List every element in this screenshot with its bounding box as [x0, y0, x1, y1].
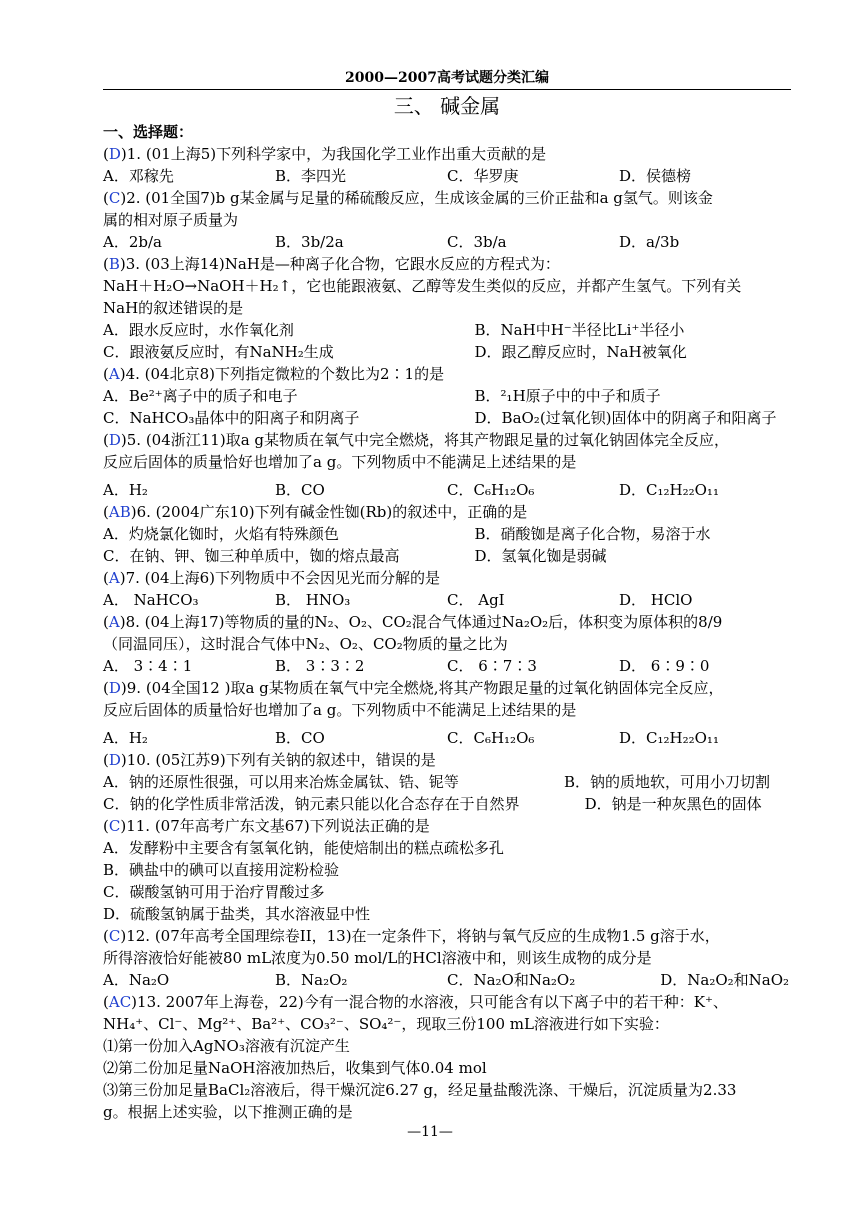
- option: B．李四光: [275, 167, 347, 185]
- option: D．C₁₂H₂₂O₁₁: [619, 481, 719, 499]
- option: C．跟液氨反应时，有NaNH₂生成: [103, 343, 334, 361]
- question-5: (D)5. (04浙江11)取a g某物质在氧气中完全燃烧，将其产物跟足量的过氧化钠固体完全反应，: [103, 431, 730, 449]
- option: B．CO: [275, 729, 325, 747]
- option: D．a/3b: [619, 233, 680, 251]
- question-9: (D)9. (04全国12 )取a g某物质在氧气中完全燃烧,将其产物跟足量的过氧化钠固体完全反应，: [103, 679, 724, 697]
- answer-13: AC: [108, 993, 132, 1011]
- option: B． HNO₃: [275, 591, 351, 609]
- option: A． 3∶4∶1: [103, 657, 193, 675]
- answer-10: D: [108, 751, 121, 769]
- option: A．2b/a: [103, 233, 162, 251]
- option: D． 6∶9∶0: [619, 657, 710, 675]
- option: A． NaHCO₃: [103, 591, 199, 609]
- question-8: (A)8. (04上海17)等物质的量的N₂、O₂、CO₂混合气体通过Na₂O₂后，体积变为原体积的8/9: [103, 613, 723, 631]
- question-3-cont: NaH的叙述错误的是: [103, 299, 244, 317]
- section-heading: 一、选择题：: [103, 123, 194, 141]
- option: D． HClO: [619, 591, 693, 609]
- question-12-cont: 所得溶液恰好能被80 mL浓度为0.50 mol/L的HCl溶液中和，则该生成物的成分是: [103, 949, 652, 967]
- option: A．钠的还原性很强，可以用来冶炼金属钛、锆、铌等: [103, 773, 459, 791]
- option: D．跟乙醇反应时，NaH被氧化: [474, 343, 687, 361]
- options-9: [103, 727, 791, 749]
- options-2: [103, 231, 791, 253]
- options-10a: [103, 771, 791, 793]
- option: B． 3∶3∶2: [275, 657, 365, 675]
- experiment-step-2: ⑵第二份加足量NaOH溶液加热后，收集到气体0.04 mol: [103, 1059, 487, 1077]
- question-11: (C)11. (07年高考广东文基67)下列说法正确的是: [103, 817, 430, 835]
- question-6: (AB)6. (2004广东10)下列有碱金性铷(Rb)的叙述中，正确的是: [103, 503, 528, 521]
- options-6a: [103, 523, 791, 545]
- answer-1: D: [108, 145, 121, 163]
- options-3b: [103, 341, 791, 363]
- question-13-cont: g。根据上述实验，以下推测正确的是: [103, 1103, 353, 1121]
- option: B．NaH中H⁻半径比Li⁺半径小: [474, 321, 685, 339]
- answer-3: B: [108, 255, 120, 273]
- question-10: (D)10. (05江苏9)下列有关钠的叙述中，错误的是: [103, 751, 436, 769]
- option: B．3b/2a: [275, 233, 344, 251]
- options-12: [103, 969, 791, 991]
- option: D．BaO₂(过氧化钡)固体中的阴离子和阳离子: [474, 409, 777, 427]
- options-1: [103, 165, 791, 187]
- options-5: [103, 479, 791, 501]
- option: A．邓稼先: [103, 167, 174, 185]
- question-12: (C)12. (07年高考全国理综卷II，13)在一定条件下，将钠与氧气反应的生成物1.5 g溶于水，: [103, 927, 720, 945]
- question-13-cont: NH₄⁺、Cl⁻、Mg²⁺、Ba²⁺、CO₃²⁻、SO₄²⁻，现取三份100 mL溶液进行如下实验：: [103, 1015, 669, 1033]
- answer-7: A: [108, 569, 120, 587]
- experiment-step-1: ⑴第一份加入AgNO₃溶液有沉淀产生: [103, 1037, 350, 1055]
- options-6b: [103, 545, 791, 567]
- option: A．H₂: [103, 729, 148, 747]
- answer-4: A: [108, 365, 120, 383]
- option: C．C₆H₁₂O₆: [447, 481, 535, 499]
- answer-11: C: [108, 817, 121, 835]
- question-9-cont: 反应后固体的质量恰好也增加了a g。下列物质中不能满足上述结果的是: [103, 701, 577, 719]
- answer-9: D: [108, 679, 121, 697]
- question-4: (A)4. (04北京8)下列指定微粒的个数比为2∶1的是: [103, 365, 445, 383]
- answer-12: C: [108, 927, 121, 945]
- option: B．钠的质地软，可用小刀切割: [563, 773, 770, 791]
- option: A．H₂: [103, 481, 148, 499]
- question-3-cont: NaH＋H₂O→NaOH＋H₂↑，它也能跟液氨、乙醇等发生类似的反应，并都产生氢气。下列有关: [103, 277, 742, 295]
- option: D．C₁₂H₂₂O₁₁: [619, 729, 719, 747]
- page-number: —11—: [407, 1124, 453, 1140]
- experiment-step-3: ⑶第三份加足量BaCl₂溶液后，得干燥沉淀6.27 g，经足量盐酸洗涤、干燥后，沉淀质量为2.33: [103, 1081, 737, 1099]
- options-4b: [103, 407, 791, 429]
- option: C．C₆H₁₂O₆: [447, 729, 535, 747]
- option: B．CO: [275, 481, 325, 499]
- question-8-cont: （同温同压），这时混合气体中N₂、O₂、CO₂物质的量之比为: [103, 635, 508, 653]
- option: B．Na₂O₂: [275, 971, 348, 989]
- option: D．氢氧化铷是弱碱: [474, 547, 607, 565]
- answer-6: AB: [108, 503, 131, 521]
- option: D．侯德榜: [619, 167, 692, 185]
- answer-2: C: [108, 189, 121, 207]
- option: C． AgI: [447, 591, 505, 609]
- question-5-cont: 反应后固体的质量恰好也增加了a g。下列物质中不能满足上述结果的是: [103, 453, 577, 471]
- options-7: [103, 589, 791, 611]
- options-4a: [103, 385, 791, 407]
- option: A．Na₂O: [103, 971, 170, 989]
- option: B．碘盐中的碘可以直接用淀粉检验: [103, 861, 340, 879]
- option: A．跟水反应时，水作氧化剂: [103, 321, 294, 339]
- option: D．Na₂O₂和NaO₂: [660, 971, 790, 989]
- option: C．3b/a: [447, 233, 507, 251]
- option: C．碳酸氢钠可用于治疗胃酸过多: [103, 883, 325, 901]
- running-header: 2000—2007高考试题分类汇编: [345, 70, 549, 86]
- option: C．华罗庚: [447, 167, 519, 185]
- answer-5: D: [108, 431, 121, 449]
- option: C． 6∶7∶3: [447, 657, 537, 675]
- question-1: (D)1. (01上海5)下列科学家中，为我国化学工业作出重大贡献的是: [103, 145, 547, 163]
- question-7: (A)7. (04上海6)下列物质中不会因见光而分解的是: [103, 569, 440, 587]
- option: D．钠是一种灰黑色的固体: [584, 795, 762, 813]
- question-2-cont: 属的相对原子质量为: [103, 211, 239, 229]
- option: A．发酵粉中主要含有氢氧化钠，能使焙制出的糕点疏松多孔: [103, 839, 504, 857]
- options-3a: [103, 319, 791, 341]
- option: C．NaHCO₃晶体中的阳离子和阴离子: [103, 409, 360, 427]
- answer-8: A: [108, 613, 120, 631]
- page-body: [103, 68, 791, 1123]
- question-3: (B)3. (03上海14)NaH是—种离子化合物，它跟水反应的方程式为：: [103, 255, 560, 273]
- option: B．硝酸铷是离子化合物，易溶于水: [474, 525, 711, 543]
- option: C．在钠、钾、铷三种单质中，铷的熔点最高: [103, 547, 400, 565]
- options-10b: [103, 793, 791, 815]
- option: A．Be²⁺离子中的质子和电子: [103, 387, 298, 405]
- chapter-title: 三、 碱金属: [393, 94, 501, 118]
- question-13: (AC)13. 2007年上海卷，22)今有一混合物的水溶液，只可能含有以下离子中的若干种：K⁺、: [103, 993, 728, 1011]
- option: A．灼烧氯化铷时，火焰有特殊颜色: [103, 525, 339, 543]
- option: B．²₁H原子中的中子和质子: [474, 387, 661, 405]
- options-8: [103, 655, 791, 677]
- option: D．硫酸氢钠属于盐类，其水溶液显中性: [103, 905, 371, 923]
- option: C．钠的化学性质非常活泼，钠元素只能以化合态存在于自然界: [103, 795, 520, 813]
- question-2: (C)2. (01全国7)b g某金属与足量的稀硫酸反应，生成该金属的三价正盐和a g氢气。则该金: [103, 189, 713, 207]
- option: C．Na₂O和Na₂O₂: [447, 971, 576, 989]
